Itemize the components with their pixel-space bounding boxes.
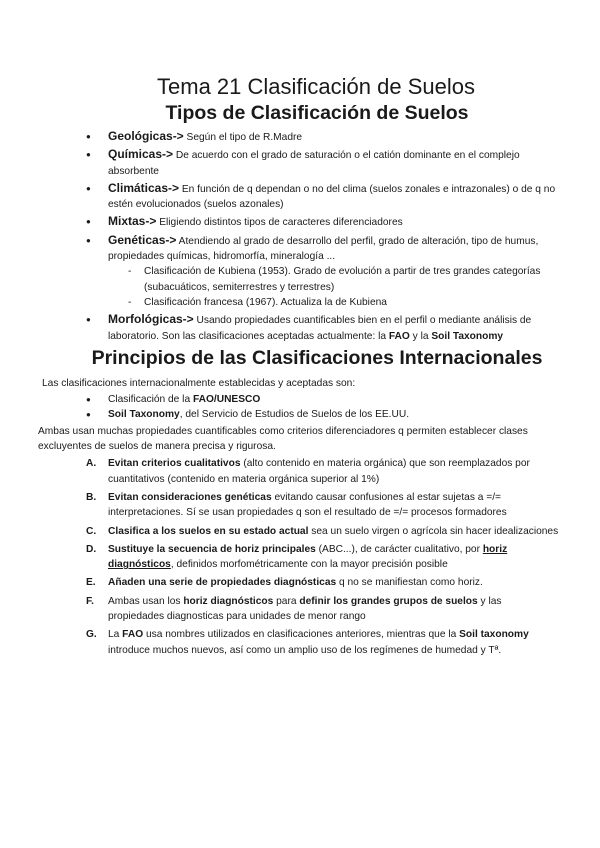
item-bold: Evitan consideraciones genéticas [108,491,272,503]
item-text: La [108,629,123,641]
term-label: Climáticas [108,180,169,195]
fao-label: FAO [388,330,410,342]
list-marker: A. [86,458,97,470]
list-item [86,594,560,625]
list-item [86,542,560,573]
intro-text: Las clasificaciones internacionalmente establecidas y aceptadas son: [42,377,356,389]
clasificaciones-list [74,392,560,423]
item-text: Ambas usan los [108,595,184,607]
item-bold: Soil taxonomy [459,629,529,641]
arrow: -> [168,180,180,195]
item-text: sea un suelo virgen o agrícola sin hacer idealizaciones [308,525,559,537]
item-bold: horiz diagnósticos [183,595,274,607]
arrow: -> [182,312,194,327]
list-item [108,312,560,344]
list-marker: F. [86,595,94,607]
item-text: y las propiedades diagnosticas para unidades de menor rango [108,595,502,623]
sub-list-item: - Clasificación de Kubiena (1953). Grado de evolución a partir de tres grandes categorías (subacuáticos, semiterrestres y terrestres) [144,264,560,295]
item-bold: Evitan criterios cualitativos [108,458,241,470]
list-item [108,129,560,145]
item-text: , del Servicio de Estudios de Suelos de los EE.UU. [179,409,410,421]
list-marker: E. [86,577,96,589]
term-description: Usando propiedades cuantificables bien en el perfil o mediante análisis de laboratorio. Son las clasificaciones aceptadas actualmente: la [108,315,532,342]
list-marker: B. [86,491,97,503]
arrow: -> [162,147,174,162]
term-description: Atendiendo al grado de desarrollo del perfil, grado de alteración, tipo de humus, propiedades químicas, hidromorfía, mineralogía ... [108,235,539,263]
list-item [108,233,560,310]
item-text: para [273,595,300,607]
body-paragraph: Ambas usan muchas propiedades cuantificables como criterios diferenciadores q permiten establecer clases excluyentes de suelos de manera precisa y rigurosa. [38,425,528,453]
item-bold: Sustituye la secuencia de horiz principales [108,543,316,555]
list-marker: C. [86,525,97,537]
arrow: -> [165,232,177,247]
arrow: -> [145,214,157,229]
item-text: usa nombres utilizados en clasificaciones anteriores, mientras que la [143,629,460,641]
list-marker: G. [86,629,97,641]
term-description: De acuerdo con el grado de saturación o el catión dominante en el complejo absorbente [108,150,520,177]
list-item [108,214,560,230]
section-heading-tipos: Tipos de Clasificación de Suelos [165,102,469,124]
item-bold: Clasifica a los suelos en su estado actual [108,525,309,537]
item-bold: Añaden una serie de propiedades diagnósticas [108,577,337,589]
list-item [86,627,560,658]
item-text: (alto contenido en materia orgánica) que son reemplazados por cuantitativos (contenido en materia orgánica superior al 1%) [108,458,530,485]
list-item [108,147,560,179]
list-item [86,456,560,487]
arrow: -> [172,129,184,143]
item-text: , definidos morfométricamente con la mayor precisión posible [170,559,448,571]
soil-taxonomy-label: Soil Taxonomy [431,330,504,342]
term-label: Morfológicas [108,312,183,327]
list-item [86,575,560,590]
term-description: Eligiendo distintos tipos de caracteres diferenciadores [156,217,403,229]
item-bold: definir los grandes grupos de suelos [299,595,478,607]
item-text: introduce muchos nuevos, así como un amplio uso de los regímenes de humedad y Tª. [108,644,502,656]
term-description: En función de q dependan o no del clima (suelos zonales e intrazonales) o de q no estén evolucionados (suelos azonales) [108,183,556,211]
term-label: Químicas [108,147,163,162]
item-bold: Soil Taxonomy [108,409,180,421]
page-title: Tema 21 Clasificación de Suelos [157,74,475,99]
term-label: Geológicas [108,129,173,143]
item-bold: FAO/UNESCO [192,394,261,406]
term-label: Genéticas [108,232,166,247]
list-item [108,392,560,407]
term-description: Según el tipo de R.Madre [183,132,303,143]
list-item [108,407,560,422]
list-item [108,181,560,213]
connector-text: y la [409,330,432,342]
item-bold: FAO [122,629,144,641]
item-text: evitando causar confusiones al estar sujetas a =/= interpretaciones. Sí se usan propiedades q son el resultado de =/= procesos formadores [108,491,507,519]
item-bold-underlined: horiz diagnósticos [108,543,508,571]
section-heading-principios: Principios de las Clasificaciones Internacionales [91,346,543,369]
term-label: Mixtas [108,214,146,229]
list-item [86,490,560,521]
item-text: (ABC...), de carácter cualitativo, por [315,543,483,555]
sub-list-item: - Clasificación francesa (1967). Actualiza la de Kubiena [144,295,560,310]
item-text: Clasificación de la [108,394,193,406]
item-text: q no se manifiestan como horiz. [336,577,483,589]
tipos-list [74,129,560,344]
principios-list [74,456,560,658]
sub-list [108,264,560,310]
list-marker: D. [86,543,97,555]
list-item [86,524,560,539]
